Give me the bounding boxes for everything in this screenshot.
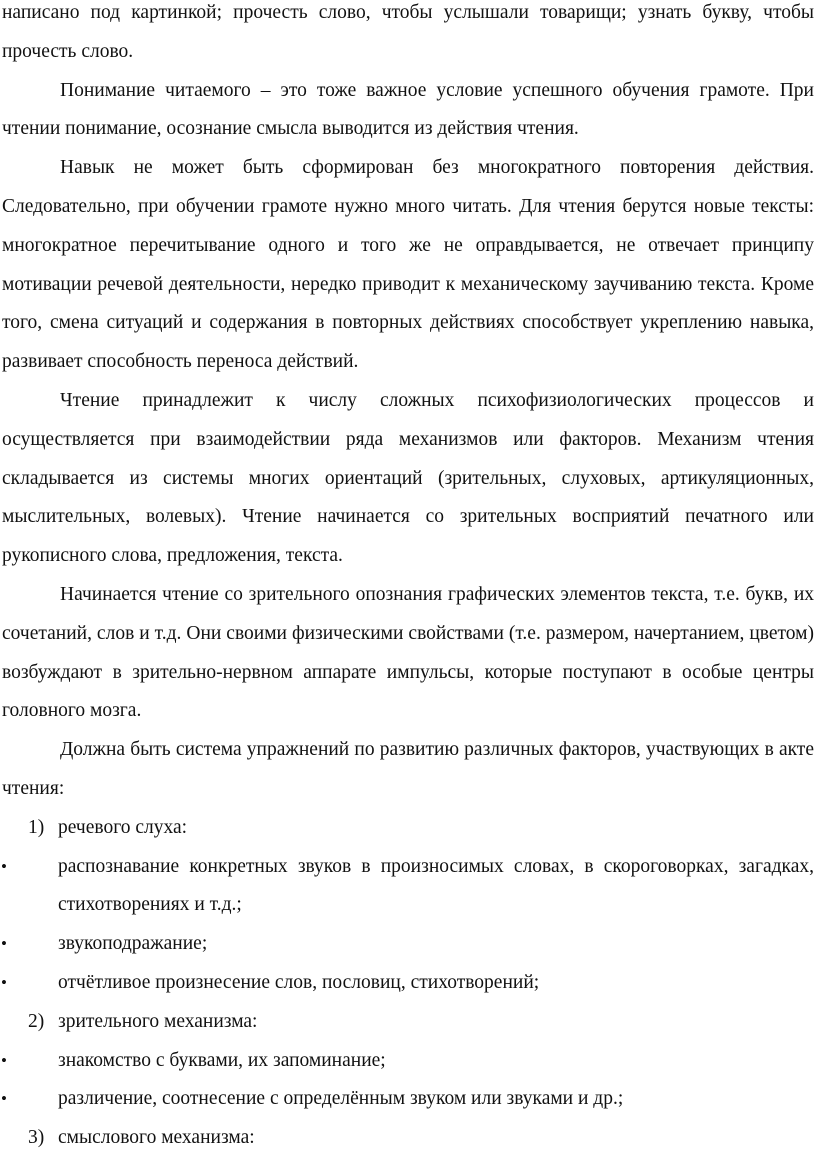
list-item-text: смыслового механизма: xyxy=(58,1127,255,1149)
list-item xyxy=(0,1080,816,1119)
bullet-icon: • xyxy=(1,972,7,992)
paragraph-visual-recognition: Начинается чтение со зрительного опознания графических элементов текста, т.е. букв, их сочетаний, слов и т.д. Они своими физическими свойствами (т.е. размером, начертанием, цветом) возбуждают в зрительно-нервном аппарате импульсы, которые поступают в особые центры головного мозга. xyxy=(2,583,814,722)
list-item-text: речевого слуха: xyxy=(58,816,188,838)
paragraph-continuation: написано под картинкой; прочесть слово, чтобы услышали товарищи; узнать букву, чтобы прочесть слово. xyxy=(2,2,814,62)
bullet-icon: • xyxy=(1,1089,7,1109)
list-item xyxy=(0,925,816,964)
list-item xyxy=(0,809,816,848)
list-item-text: отчётливое произнесение слов, пословиц, стихотворений; xyxy=(58,971,540,993)
list-item xyxy=(0,1042,816,1081)
bullet-icon: • xyxy=(1,856,7,876)
list-item-text: распознавание конкретных звуков в произносимых словах, в скороговорках, загадках, стихотворениях и т.д.; xyxy=(58,855,814,916)
list-number: 1) xyxy=(28,816,45,838)
list-number: 3) xyxy=(28,1127,45,1149)
list-item xyxy=(0,964,816,1003)
list-item-text: звукоподражание; xyxy=(58,933,208,955)
bullet-icon: • xyxy=(1,1050,7,1070)
list-item xyxy=(0,1119,816,1158)
list-number: 2) xyxy=(28,1010,45,1032)
factors-list xyxy=(0,809,816,1158)
paragraph-understanding: Понимание читаемого – это тоже важное условие успешного обучения грамоте. При чтении понимание, осознание смысла выводится из действия чтения. xyxy=(2,79,814,140)
list-item-text: различение, соотнесение с определённым звуком или звуками и др.; xyxy=(58,1088,624,1110)
list-item xyxy=(0,1003,816,1042)
list-item xyxy=(0,848,816,926)
bullet-icon: • xyxy=(1,934,7,954)
paragraph-skill-repetition: Навык не может быть сформирован без многократного повторения действия. Следовательно, при обучении грамоте нужно много читать. Для чтения берутся новые тексты: многократное перечитывание одного и того же не оправдывается, не отвечает принципу мотивации речевой деятельности, нередко приводит к механическому заучиванию текста. Кроме того, смена ситуаций и содержания в повторных действиях способствует укреплению навыка, развивает способность переноса действий. xyxy=(2,157,814,373)
list-item-text: зрительного механизма: xyxy=(58,1010,258,1032)
paragraph-reading-process: Чтение принадлежит к числу сложных психофизиологических процессов и осуществляется при взаимодействии ряда механизмов или факторов. Механизм чтения складывается из системы многих ориентаций (зрительных, слуховых, артикуляционных, мыслительных, волевых). Чтение начинается со зрительных восприятий печатного или рукописного слова, предложения, текста. xyxy=(2,389,814,567)
list-item-text: знакомство с буквами, их запоминание; xyxy=(58,1049,386,1071)
paragraph-exercise-system: Должна быть система упражнений по развитию различных факторов, участвующих в акте чтения: xyxy=(2,739,814,799)
